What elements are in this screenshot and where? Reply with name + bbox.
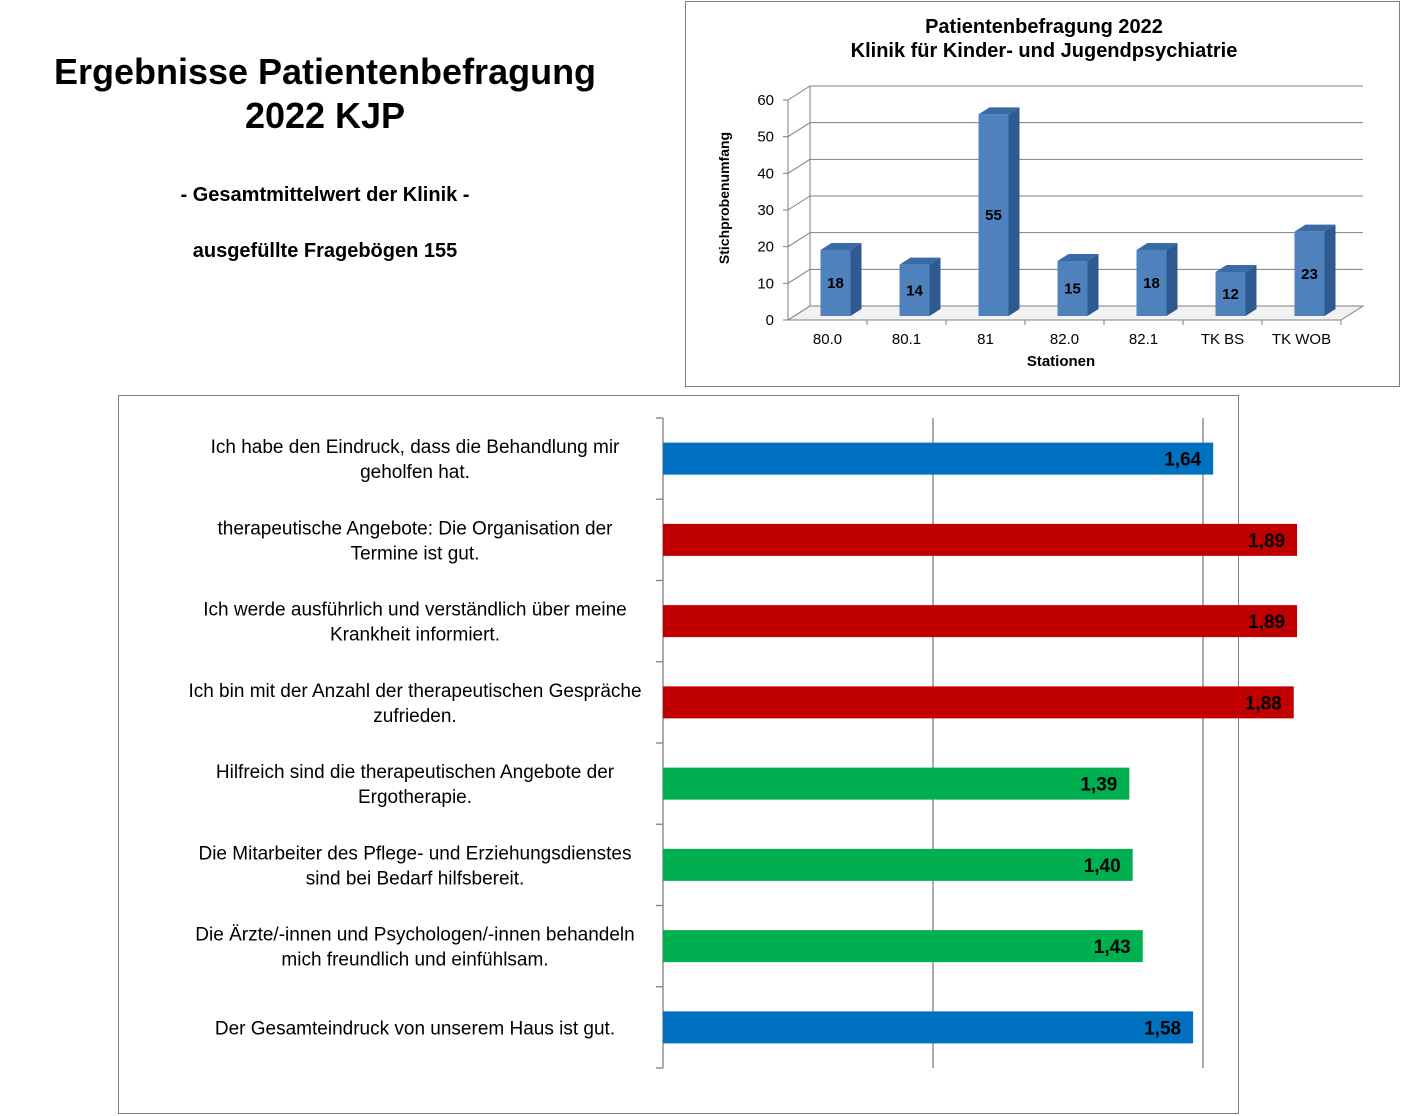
gridline-side bbox=[788, 196, 810, 210]
station-bar-chart bbox=[686, 2, 1398, 385]
bar-value-label: 12 bbox=[1222, 286, 1239, 303]
survey-bar-chart bbox=[119, 396, 1286, 1112]
x-tick-label: 81 bbox=[977, 331, 994, 348]
page-title-line2: 2022 KJP bbox=[244, 95, 406, 136]
bar bbox=[1058, 254, 1099, 316]
bar bbox=[663, 930, 1143, 962]
category-label-line: geholfen hat. bbox=[360, 462, 470, 484]
bar-side bbox=[930, 258, 941, 316]
bar-rect bbox=[663, 686, 1294, 718]
bar-side bbox=[1246, 265, 1257, 316]
y-tick-label: 60 bbox=[757, 92, 774, 109]
bar-value-label: 1,40 bbox=[1083, 855, 1121, 877]
bar bbox=[663, 1011, 1193, 1043]
x-tick-label: TK BS bbox=[1200, 331, 1245, 348]
y-tick-label: 20 bbox=[757, 238, 774, 256]
subtitle-mean: - Gesamtmittelwert der Klinik - bbox=[180, 184, 470, 206]
gridline-side bbox=[788, 86, 810, 100]
bar-rect bbox=[663, 443, 1213, 475]
category-label bbox=[195, 925, 634, 971]
bar-value-label: 14 bbox=[906, 282, 923, 300]
bar-value-label: 1,88 bbox=[1244, 693, 1282, 715]
bars bbox=[663, 443, 1297, 1044]
category-label-line: Die Ärzte/-innen und Psychologen/-innen behandeln bbox=[195, 924, 635, 946]
x-tick-label: 82.1 bbox=[1128, 331, 1159, 348]
x-tick-label: 80.1 bbox=[891, 331, 922, 348]
x-tick-label: 80.0 bbox=[812, 331, 843, 348]
category-label-line: Ich werde ausführlich und verständlich über meine bbox=[203, 599, 627, 621]
category-label-line: Ich bin mit der Anzahl der therapeutischen Gespräche bbox=[188, 680, 642, 702]
bar bbox=[663, 605, 1297, 637]
bar bbox=[900, 258, 941, 316]
gridline-side bbox=[788, 233, 810, 247]
bar bbox=[1216, 265, 1257, 316]
bar-rect bbox=[663, 768, 1129, 800]
category-label-line: zufrieden. bbox=[373, 705, 457, 727]
category-label-line: sind bei Bedarf hilfsbereit. bbox=[305, 868, 525, 890]
y-tick-label: 40 bbox=[757, 165, 774, 183]
bar bbox=[1137, 243, 1178, 316]
category-label bbox=[217, 518, 613, 564]
y-tick-label: 50 bbox=[757, 128, 774, 146]
bar-side bbox=[851, 243, 862, 316]
bar-side bbox=[1088, 254, 1099, 316]
bar-rect bbox=[663, 930, 1143, 962]
category-label bbox=[216, 762, 615, 808]
category-label-line: Ich habe den Eindruck, dass die Behandlung mir bbox=[210, 437, 620, 459]
y-axis-label: Stichprobenumfang bbox=[716, 131, 732, 265]
bar bbox=[663, 686, 1294, 718]
bar-value-label: 55 bbox=[985, 207, 1002, 225]
bar-rect bbox=[663, 849, 1133, 881]
bar-value-label: 1,89 bbox=[1248, 612, 1286, 634]
bar-rect bbox=[663, 605, 1297, 637]
subtitle-questionnaires: ausgefüllte Fragebögen 155 bbox=[192, 240, 458, 262]
bar-side bbox=[1167, 243, 1178, 316]
category-label bbox=[203, 600, 627, 646]
category-label-line: Ergotherapie. bbox=[357, 787, 473, 809]
bar-value-label: 18 bbox=[1143, 275, 1160, 292]
y-tick-label: 0 bbox=[765, 312, 774, 329]
bar-side bbox=[1325, 225, 1336, 316]
bar-value-label: 1,39 bbox=[1080, 774, 1118, 796]
category-label-line: Krankheit informiert. bbox=[329, 624, 501, 646]
x-tick-labels bbox=[813, 331, 1331, 348]
bar-value-label: 23 bbox=[1301, 265, 1318, 283]
bar-side bbox=[1009, 107, 1020, 316]
y-tick-label: 10 bbox=[757, 275, 774, 293]
category-labels bbox=[188, 437, 641, 1039]
survey-chart-panel bbox=[118, 395, 1286, 1114]
x-axis-label: Stationen bbox=[1026, 353, 1096, 370]
gridline-side bbox=[788, 269, 810, 283]
page-title-line1: Ergebnisse Patientenbefragung bbox=[53, 51, 597, 92]
bar bbox=[821, 243, 862, 316]
category-label-line: Der Gesamteindruck von unserem Haus ist gut. bbox=[214, 1018, 616, 1040]
bar bbox=[979, 107, 1020, 316]
category-label bbox=[188, 681, 641, 727]
bar-value-label: 1,58 bbox=[1144, 1018, 1182, 1040]
page-title bbox=[10, 50, 640, 138]
category-label bbox=[211, 437, 620, 483]
bar bbox=[663, 524, 1297, 556]
bar-value-label: 15 bbox=[1064, 280, 1081, 298]
bar bbox=[1295, 225, 1336, 316]
y-tick-label: 30 bbox=[757, 202, 774, 219]
y-tick-labels bbox=[757, 92, 774, 329]
gridline-side bbox=[788, 159, 810, 173]
x-tick-label: TK WOB bbox=[1271, 331, 1332, 348]
chart-title: Patientenbefragung 2022 bbox=[925, 16, 1163, 38]
bar-value-label: 1,64 bbox=[1164, 449, 1202, 471]
category-label-line: Hilfreich sind die therapeutischen Angebote der bbox=[215, 762, 615, 784]
chart-grid bbox=[656, 418, 1203, 1068]
gridline-side bbox=[788, 123, 810, 137]
chart-subtitle: Klinik für Kinder- und Jugendpsychiatrie bbox=[850, 40, 1238, 62]
category-label-line: Termine ist gut. bbox=[350, 543, 480, 565]
bar bbox=[663, 768, 1129, 800]
x-tick-label: 82.0 bbox=[1049, 331, 1080, 348]
bar bbox=[663, 849, 1133, 881]
category-label-line: therapeutische Angebote: Die Organisation der bbox=[217, 518, 613, 540]
bar-value-label: 1,89 bbox=[1248, 530, 1286, 552]
category-label bbox=[198, 843, 631, 889]
category-label bbox=[215, 1018, 615, 1039]
bar-rect bbox=[663, 1011, 1193, 1043]
category-label-line: Die Mitarbeiter des Pflege- und Erziehungsdienstes bbox=[198, 843, 632, 865]
bar-value-label: 1,43 bbox=[1093, 937, 1131, 959]
bar bbox=[663, 443, 1213, 475]
category-label-line: mich freundlich und einfühlsam. bbox=[281, 949, 549, 971]
station-chart-panel bbox=[685, 1, 1400, 387]
bar-value-label: 18 bbox=[827, 275, 844, 292]
bar-rect bbox=[663, 524, 1297, 556]
